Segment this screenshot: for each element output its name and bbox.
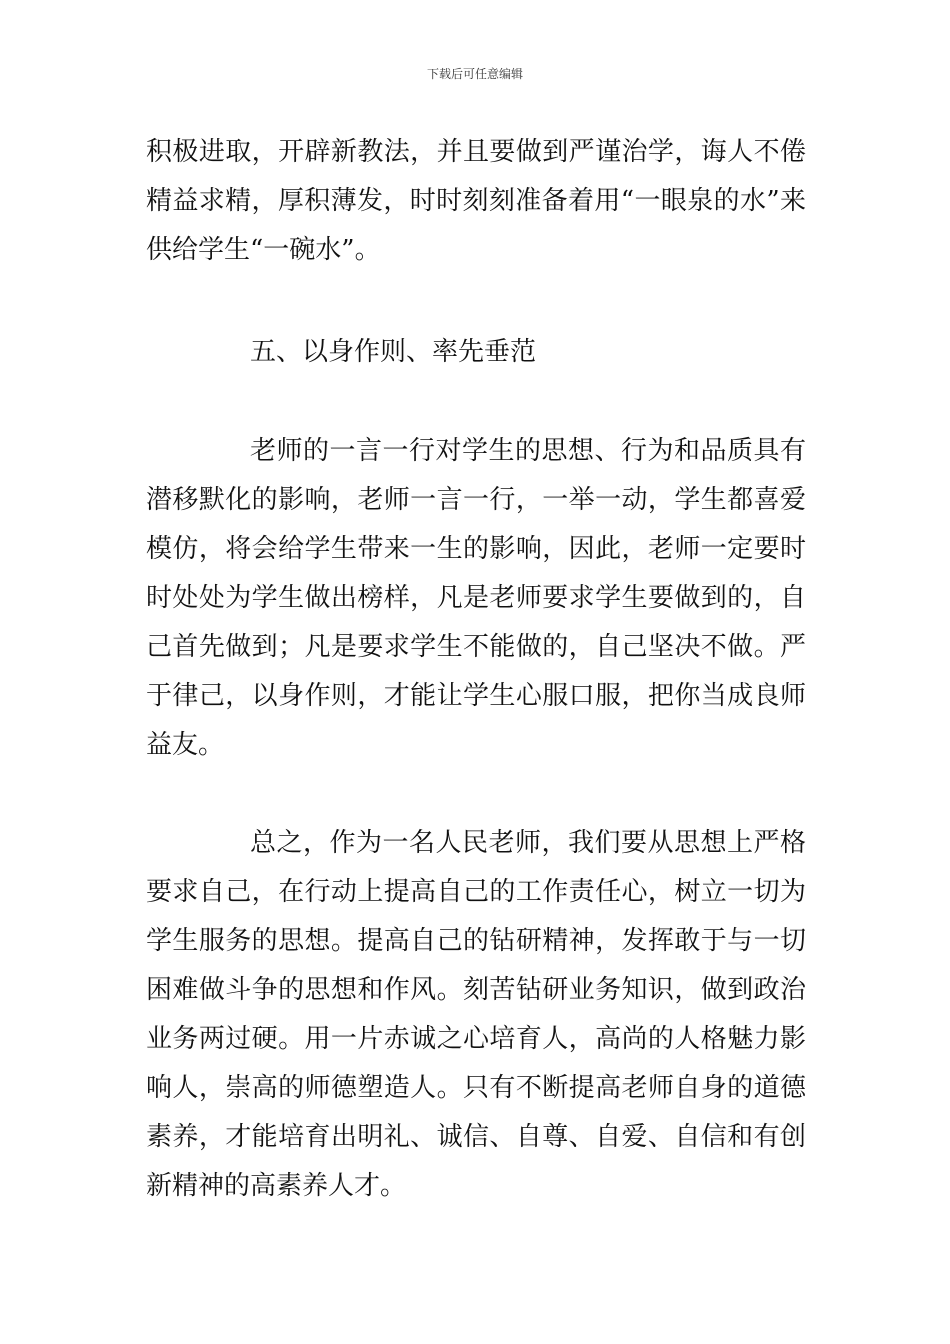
body-paragraph-1: 老师的一言一行对学生的思想、行为和品质具有潜移默化的影响，老师一言一行，一举一动，学生都喜爱模仿，将会给学生带来一生的影响，因此，老师一定要时时处处为学生做出榜样，凡是老师要求学生要做到的，自己首先做到；凡是要求学生不能做的，自己坚决不做。严于律己，以身作则，才能让学生心服口服，把你当成良师益友。 (146, 436, 806, 760)
section-heading: 五、以身作则、率先垂范 (250, 337, 537, 367)
paragraph-spacer (146, 770, 806, 819)
page-header-note: 下载后可任意编辑 (426, 67, 523, 81)
paragraph-spacer (146, 377, 806, 427)
continuation-paragraph: 积极进取，开辟新教法，并且要做到严谨治学，诲人不倦精益求精，厚积薄发，时时刻刻准备着用“一眼泉的水”来供给学生“一碗水”。 (146, 137, 806, 265)
body-paragraph-2: 总之，作为一名人民老师，我们要从思想上严格要求自己，在行动上提高自己的工作责任心，树立一切为学生服务的思想。提高自己的钻研精神，发挥敢于与一切困难做斗争的思想和作风。刻苦钻研业务知识，做到政治业务两过硬。用一片赤诚之心培育人，高尚的人格魅力影响人，崇高的师德塑造人。只有不断提高老师自身的道德素养，才能培育出明礼、诚信、自尊、自爱、自信和有创新精神的高素养人才。 (146, 828, 806, 1201)
document-body (146, 128, 806, 1211)
paragraph-spacer (146, 275, 806, 328)
